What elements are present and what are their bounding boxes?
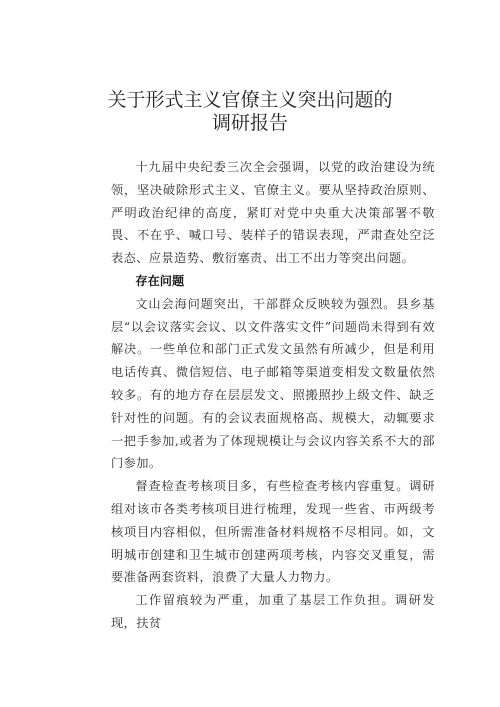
intro-paragraph: 十九届中央纪委三次全会强调，以党的政治建设为统领，坚决破除形式主义、官僚主义。要从坚持政治原则、严明政治纪律的高度，紧盯对党中央重大决策部署不敬畏、不在乎、喊口号、装样子的错误表现，严肃查处空泛表态、应景造势、敷衍塞责、出工不出力等突出问题。 [111,160,435,266]
document-body [111,156,435,635]
body-paragraph-1: 文山会海问题突出，干部群众反映较为强烈。县乡基层“以会议落实会议、以文件落实文件”问题尚未得到有效解决。一些单位和部门正式发文虽然有所减少，但是利用电话传真、微信短信、电子邮箱等渠道变相发文数量依然较多。有的地方存在层层发文、照搬照抄上级文件、缺乏针对性的问题。有的会议表面规格高、规模大，动辄要求一把手参加,或者为了体现规模让与会议内容关系不大的部门参加。 [111,296,435,471]
section-heading: 存在问题 [135,273,185,288]
document-title-line-2: 调研报告 [211,112,288,134]
body-paragraph-3: 工作留痕较为严重，加重了基层工作负担。调研发现，扶贫 [111,593,435,630]
document-title-line-1: 关于形式主义官僚主义突出问题的 [107,89,393,111]
body-paragraph-2: 督查检查考核项目多，有些检查考核内容重复。调研组对该市各类考核项目进行梳理，发现一些省、市两级考核项目内容相似，但所需准备材料规格不尽相同。如，文明城市创建和卫生城市创建两项考核，内容交叉重复，需要准备两套资料，浪费了大量人力物力。 [111,479,435,585]
